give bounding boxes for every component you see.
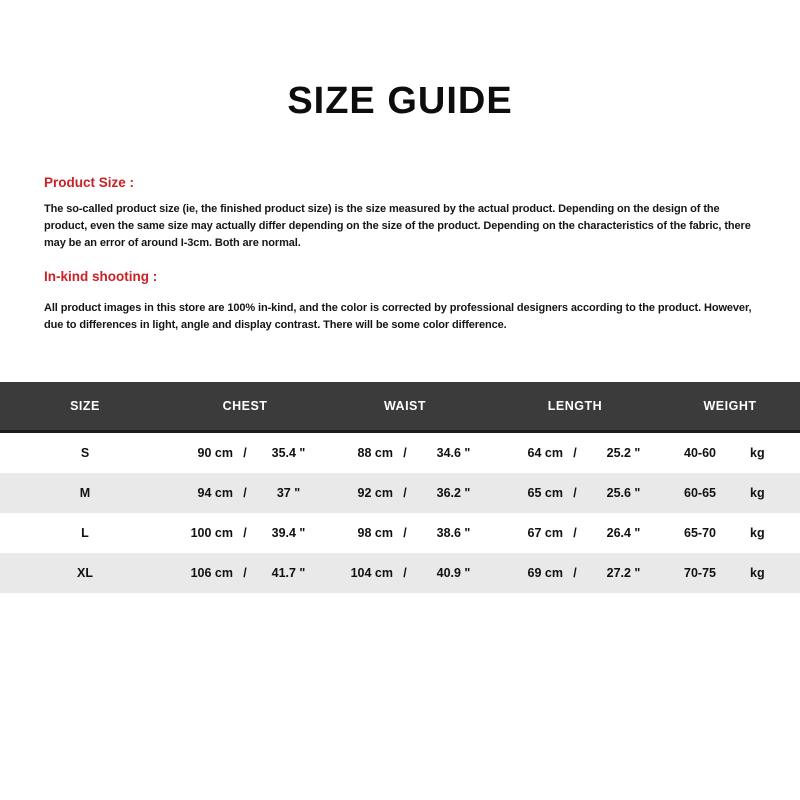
weight-cell	[660, 526, 800, 540]
separator: /	[573, 566, 577, 580]
separator: /	[403, 526, 407, 540]
weight-unit: kg	[750, 526, 765, 540]
chest-cell	[170, 446, 320, 460]
weight-cell	[660, 446, 800, 460]
length-cell	[490, 446, 660, 460]
in-kind-shooting-heading: In-kind shooting :	[44, 269, 158, 284]
table-row-s	[0, 433, 800, 473]
weight-unit: kg	[750, 566, 765, 580]
waist-cell	[320, 486, 490, 500]
product-size-body: The so-called product size (ie, the finished product size) is the size measured by the actual product. Depending on the design of the product, even the same size may actually differ depending on the size of the product. Depending on the characteristics of the fabric, there may be an error of around I-3cm. Both are normal.	[44, 203, 751, 249]
size-table	[0, 382, 800, 593]
weight-unit: kg	[750, 486, 765, 500]
length-cell	[490, 566, 660, 580]
size-table-header	[0, 382, 800, 433]
header-cell-size: SIZE	[70, 399, 100, 413]
page-title: SIZE GUIDE	[287, 80, 513, 122]
chest-cell	[170, 486, 320, 500]
chest-cm-value: 106 cm	[190, 566, 233, 580]
separator: /	[403, 566, 407, 580]
length-cell	[490, 526, 660, 540]
weight-cell	[660, 486, 800, 500]
header-cell-chest: CHEST	[222, 399, 268, 413]
length-inch-value: 25.2 "	[606, 446, 641, 460]
chest-cell	[170, 526, 320, 540]
waist-cm-value: 88 cm	[357, 446, 393, 460]
waist-cm-value: 92 cm	[357, 486, 393, 500]
chest-cell	[170, 566, 320, 580]
size-cell: XL	[77, 566, 93, 580]
waist-cell	[320, 526, 490, 540]
separator: /	[403, 446, 407, 460]
in-kind-shooting-body: All product images in this store are 100% in-kind, and the color is corrected by professional designers according to the product. However, due to differences in light, angle and display contrast. There will be some color difference.	[44, 302, 752, 331]
chest-cm-value: 90 cm	[197, 446, 233, 460]
separator: /	[573, 486, 577, 500]
length-cm-value: 64 cm	[527, 446, 563, 460]
length-cm-value: 65 cm	[527, 486, 563, 500]
length-inch-value: 27.2 "	[606, 566, 641, 580]
separator: /	[243, 486, 247, 500]
separator: /	[573, 526, 577, 540]
chest-inch-value: 37 "	[276, 486, 301, 500]
separator: /	[403, 486, 407, 500]
waist-cm-value: 104 cm	[350, 566, 393, 580]
waist-cm-value: 98 cm	[357, 526, 393, 540]
weight-value: 65-70	[684, 526, 716, 540]
table-row-m	[0, 473, 800, 513]
size-cell: M	[79, 486, 91, 500]
chest-cm-value: 94 cm	[197, 486, 233, 500]
weight-value: 70-75	[684, 566, 716, 580]
separator: /	[243, 446, 247, 460]
chest-cm-value: 100 cm	[190, 526, 233, 540]
separator: /	[243, 566, 247, 580]
header-cell-waist: WAIST	[383, 399, 427, 413]
waist-inch-value: 34.6 "	[436, 446, 471, 460]
table-row-l	[0, 513, 800, 553]
separator: /	[573, 446, 577, 460]
waist-inch-value: 40.9 "	[436, 566, 471, 580]
weight-cell	[660, 566, 800, 580]
length-cm-value: 67 cm	[527, 526, 563, 540]
weight-unit: kg	[750, 446, 765, 460]
size-cell: S	[80, 446, 90, 460]
waist-inch-value: 38.6 "	[436, 526, 471, 540]
length-inch-value: 25.6 "	[606, 486, 641, 500]
separator: /	[243, 526, 247, 540]
length-inch-value: 26.4 "	[606, 526, 641, 540]
chest-inch-value: 35.4 "	[271, 446, 306, 460]
content-area	[0, 175, 800, 334]
length-cm-value: 69 cm	[527, 566, 563, 580]
size-cell: L	[81, 526, 89, 540]
header-cell-weight: WEIGHT	[703, 399, 757, 413]
weight-value: 40-60	[684, 446, 716, 460]
chest-inch-value: 41.7 "	[271, 566, 306, 580]
header-cell-length: LENGTH	[547, 399, 603, 413]
waist-inch-value: 36.2 "	[436, 486, 471, 500]
waist-cell	[320, 446, 490, 460]
table-row-xl	[0, 553, 800, 593]
waist-cell	[320, 566, 490, 580]
chest-inch-value: 39.4 "	[271, 526, 306, 540]
product-size-heading: Product Size :	[44, 175, 135, 190]
length-cell	[490, 486, 660, 500]
weight-value: 60-65	[684, 486, 716, 500]
